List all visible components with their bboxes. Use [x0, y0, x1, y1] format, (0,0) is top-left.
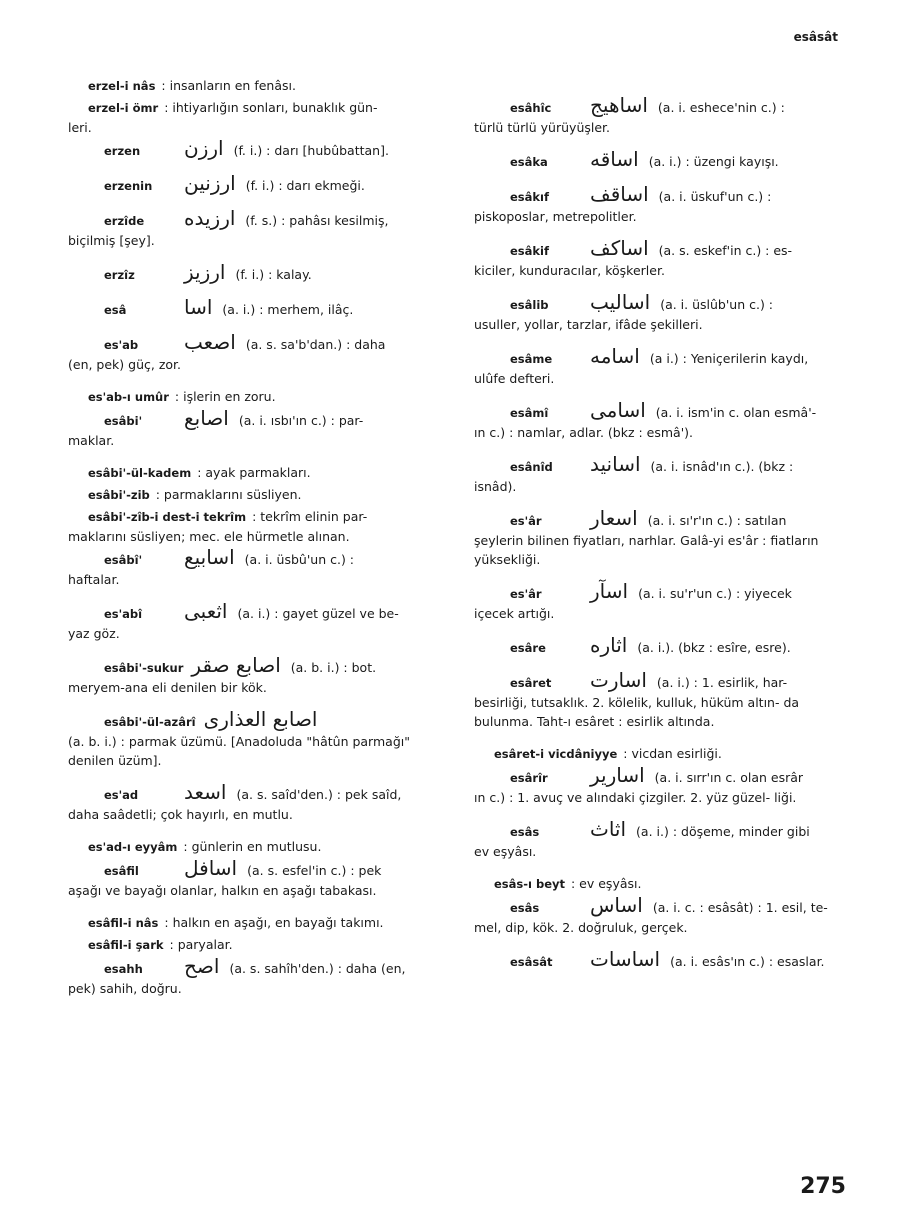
definition: (f. s.) : pahâsı kesilmiş,	[245, 213, 389, 228]
definition: (a. i. isnâd'ın c.). (bkz :	[650, 459, 794, 474]
definition: (a. s. eskef'in c.) : es-	[658, 243, 793, 258]
definition-continuation: (a. b. i.) : parmak üzümü. [Anadoluda "hâtûn parmağı" denilen üzüm].	[68, 734, 410, 768]
dictionary-entry	[68, 856, 446, 900]
dictionary-entry	[68, 406, 446, 450]
entry-head-line	[68, 387, 446, 407]
headword: esâs	[510, 901, 540, 915]
definition: : tekrîm elinin par-	[252, 509, 368, 524]
definition: (a. i.) : gayet güzel ve be-	[237, 606, 399, 621]
entry-head-line	[474, 893, 852, 918]
arabic-script: اسافل	[184, 856, 238, 880]
headword: esâkıf	[510, 190, 549, 204]
definition: : ihtiyarlığın sonları, bunaklık gün-	[164, 100, 378, 115]
definition-continuation: aşağı ve bayağı olanlar, halkın en aşağı tabakası.	[68, 883, 377, 898]
definition: (a. i.). (bkz : esîre, esre).	[637, 640, 791, 655]
definition-continuation: biçilmiş [şey].	[68, 233, 155, 248]
arabic-script: اصابع صقر	[191, 653, 281, 677]
entry-head-line	[68, 707, 446, 732]
headword: es'abî	[104, 607, 143, 621]
definition-continuation: ın c.) : 1. avuç ve alındaki çizgiler. 2. yüz güzel- liği.	[474, 790, 797, 805]
headword: erzel-i ömr	[88, 101, 159, 115]
dictionary-entry	[474, 744, 852, 764]
definition: : paryalar.	[169, 937, 233, 952]
definition: (a. i.) : merhem, ilâç.	[222, 302, 354, 317]
dictionary-entry	[474, 893, 852, 937]
dictionary-entry	[474, 344, 852, 388]
dictionary-entry	[474, 182, 852, 226]
definition: (a. i. ism'in c. olan esmâ'-	[655, 405, 817, 420]
entry-head-line	[68, 935, 446, 955]
definition: (a. i.) : döşeme, minder gibi	[636, 824, 810, 839]
arabic-script: اسامه	[590, 344, 640, 368]
entry-head-line	[474, 147, 852, 172]
definition-continuation: usuller, yollar, tarzlar, ifâde şekilleri.	[474, 317, 703, 332]
entry-head-line	[474, 633, 852, 658]
headword: es'ad	[104, 788, 139, 802]
dictionary-entry	[474, 93, 852, 137]
definition-continuation: piskoposlar, metrepolitler.	[474, 209, 637, 224]
dictionary-entry	[68, 954, 446, 998]
arabic-script: ارزيز	[184, 260, 226, 284]
headword: erzen	[104, 144, 141, 158]
definition: (a. i.) : üzengi kayışı.	[648, 154, 779, 169]
arabic-script: اثاث	[590, 817, 627, 841]
dictionary-entry	[68, 599, 446, 643]
dictionary-entry	[474, 236, 852, 280]
arabic-script: اساقه	[590, 147, 639, 171]
dictionary-entry	[68, 171, 446, 196]
entry-head-line	[474, 744, 852, 764]
headword: esâsât	[510, 955, 553, 969]
headword: es'ad-ı eyyâm	[88, 840, 178, 854]
definition: (f. i.) : kalay.	[235, 267, 312, 282]
dictionary-entry	[68, 463, 446, 483]
entry-head-line	[474, 668, 852, 693]
entry-head-line	[68, 913, 446, 933]
definition: (a. i. eshece'nin c.) :	[657, 100, 785, 115]
definition: (f. i.) : darı [hubûbattan].	[233, 143, 389, 158]
dictionary-entry	[68, 913, 446, 933]
page-number: 275	[800, 1174, 846, 1199]
headword: esahh	[104, 962, 143, 976]
definition: : insanların en fenâsı.	[161, 78, 296, 93]
dictionary-entry	[68, 260, 446, 285]
definition: (a. s. sahîh'den.) : daha (en,	[229, 961, 406, 976]
dictionary-entry	[68, 387, 446, 407]
dictionary-entry	[68, 136, 446, 161]
headword: esâret	[510, 676, 552, 690]
headword: esâbi'-sukur	[104, 661, 184, 675]
entry-head-line	[68, 171, 446, 196]
entry-head-line	[68, 653, 446, 678]
headword: esâret-i vicdâniyye	[494, 747, 618, 761]
definition: (a. i.) : 1. esirlik, har-	[656, 675, 788, 690]
arabic-script: اسارير	[590, 763, 645, 787]
dictionary-entry	[474, 579, 852, 623]
definition: (f. i.) : darı ekmeği.	[245, 178, 365, 193]
arabic-script: اثاره	[590, 633, 628, 657]
dictionary-entry	[68, 545, 446, 589]
dictionary-entry	[474, 668, 852, 731]
arabic-script: اسارت	[590, 668, 647, 692]
headword: esâ	[104, 303, 127, 317]
entry-head-line	[68, 98, 446, 118]
entry-head-line	[68, 599, 446, 624]
definition: (a. i. üslûb'un c.) :	[660, 297, 774, 312]
entry-head-line	[474, 398, 852, 423]
entry-head-line	[474, 506, 852, 531]
definition: (a. i. c. : esâsât) : 1. esil, te-	[652, 900, 828, 915]
entry-head-line	[68, 485, 446, 505]
entry-head-line	[68, 260, 446, 285]
definition: : halkın en aşağı, en bayağı takımı.	[164, 915, 384, 930]
right-column	[474, 93, 852, 985]
headword: erzîz	[104, 268, 135, 282]
definition-continuation: (en, pek) güç, zor.	[68, 357, 182, 372]
headword: esâbi'-zîb-i dest-i tekrîm	[88, 510, 247, 524]
arabic-script: اساهيج	[590, 93, 648, 117]
definition-continuation: pek) sahih, doğru.	[68, 981, 182, 996]
arabic-script: اسا	[184, 295, 213, 319]
headword: esâfil	[104, 864, 139, 878]
entry-head-line	[474, 452, 852, 477]
headword: erzel-i nâs	[88, 79, 156, 93]
definition: : işlerin en zoru.	[174, 389, 276, 404]
entry-head-line	[474, 93, 852, 118]
definition-continuation: ın c.) : namlar, adlar. (bkz : esmâ').	[474, 425, 693, 440]
definition-continuation: içecek artığı.	[474, 606, 555, 621]
definition: (a. i. üsbû'un c.) :	[244, 552, 355, 567]
running-head: esâsât	[793, 30, 838, 44]
entry-head-line	[68, 406, 446, 431]
entry-head-line	[68, 507, 446, 527]
definition: : günlerin en mutlusu.	[183, 839, 322, 854]
definition-continuation: haftalar.	[68, 572, 120, 587]
dictionary-entry	[474, 506, 852, 569]
arabic-script: اصعب	[184, 330, 236, 354]
entry-head-line	[68, 954, 446, 979]
definition: (a. s. esfel'in c.) : pek	[247, 863, 382, 878]
entry-head-line	[68, 837, 446, 857]
arabic-script: اصح	[184, 954, 220, 978]
definition-continuation: isnâd).	[474, 479, 517, 494]
entry-head-line	[68, 136, 446, 161]
definition-continuation: türlü türlü yürüyüşler.	[474, 120, 611, 135]
entry-head-line	[68, 463, 446, 483]
entry-head-line	[68, 780, 446, 805]
definition-continuation: leri.	[68, 120, 92, 135]
arabic-script: اصابع	[184, 406, 229, 430]
left-column	[68, 76, 446, 1011]
headword: esâlib	[510, 298, 549, 312]
headword: esârîr	[510, 771, 548, 785]
definition: (a. i. su'r'un c.) : yiyecek	[638, 586, 792, 601]
dictionary-entry	[68, 653, 446, 697]
headword: es'ab-ı umûr	[88, 390, 169, 404]
entry-head-line	[68, 206, 446, 231]
arabic-script: اسامى	[590, 398, 646, 422]
arabic-script: ارزنين	[184, 171, 236, 195]
headword: esâre	[510, 641, 546, 655]
definition-continuation: meryem-ana eli denilen bir kök.	[68, 680, 267, 695]
dictionary-entry	[68, 837, 446, 857]
arabic-script: اساليب	[590, 290, 651, 314]
definition: (a. i. esâs'ın c.) : esaslar.	[670, 954, 825, 969]
dictionary-entry	[68, 485, 446, 505]
dictionary-entry	[474, 147, 852, 172]
dictionary-entry	[68, 935, 446, 955]
dictionary-entry	[474, 398, 852, 442]
headword: es'ab	[104, 338, 139, 352]
arabic-script: اسعار	[590, 506, 638, 530]
definition-continuation: besirliği, tutsaklık. 2. kölelik, kulluk, hüküm altın- da bulunma. Taht-ı esâret : esirlik altında.	[474, 695, 800, 729]
entry-head-line	[68, 295, 446, 320]
entry-head-line	[68, 545, 446, 570]
dictionary-entry	[474, 874, 852, 894]
arabic-script: اسانيد	[590, 452, 641, 476]
definition: (a. b. i.) : bot.	[290, 660, 377, 675]
definition: : vicdan esirliği.	[623, 746, 722, 761]
entry-head-line	[474, 344, 852, 369]
definition: (a. i. ısbı'ın c.) : par-	[238, 413, 364, 428]
dictionary-entry	[68, 76, 446, 96]
headword: esâbi'-ül-kadem	[88, 466, 192, 480]
entry-head-line	[474, 874, 852, 894]
dictionary-entry	[68, 780, 446, 824]
definition-continuation: yaz göz.	[68, 626, 120, 641]
headword: esâbi'	[104, 414, 143, 428]
dictionary-entry	[474, 452, 852, 496]
definition-continuation: kiciler, kunduracılar, köşkerler.	[474, 263, 665, 278]
headword: erzenin	[104, 179, 153, 193]
headword: esâs	[510, 825, 540, 839]
definition: (a. i. sı'r'ın c.) : satılan	[647, 513, 787, 528]
headword: esâmî	[510, 406, 549, 420]
dictionary-entry	[474, 817, 852, 861]
definition: : ev eşyâsı.	[571, 876, 642, 891]
arabic-script: اساسات	[590, 947, 661, 971]
arabic-script: اساقف	[590, 182, 649, 206]
entry-head-line	[474, 817, 852, 842]
arabic-script: اسعد	[184, 780, 227, 804]
definition: (a i.) : Yeniçerilerin kaydı,	[649, 351, 809, 366]
headword: esâbî'	[104, 553, 143, 567]
entry-head-line	[68, 76, 446, 96]
arabic-script: اساس	[590, 893, 643, 917]
dictionary-entry	[68, 98, 446, 137]
definition-continuation: ev eşyâsı.	[474, 844, 537, 859]
entry-head-line	[474, 763, 852, 788]
arabic-script: ارزن	[184, 136, 224, 160]
dictionary-entry	[68, 707, 446, 770]
headword: es'âr	[510, 514, 542, 528]
dictionary-entry	[68, 206, 446, 250]
definition-continuation: ulûfe defteri.	[474, 371, 555, 386]
definition-continuation: daha saâdetli; çok hayırlı, en mutlu.	[68, 807, 293, 822]
entry-head-line	[474, 290, 852, 315]
arabic-script: اسابيع	[184, 545, 235, 569]
headword: esâbi'-ül-azârî	[104, 715, 196, 729]
headword: esâhîc	[510, 101, 552, 115]
arabic-script: اصابع العذارى	[203, 707, 318, 731]
headword: esâfil-i nâs	[88, 916, 159, 930]
definition: (a. s. sa'b'dan.) : daha	[245, 337, 386, 352]
headword: esâs-ı beyt	[494, 877, 565, 891]
headword: esâbi'-zib	[88, 488, 150, 502]
arabic-script: ارزيده	[184, 206, 236, 230]
dictionary-entry	[474, 763, 852, 807]
headword: esâme	[510, 352, 553, 366]
headword: esâkif	[510, 244, 549, 258]
definition: : parmaklarını süsliyen.	[155, 487, 302, 502]
definition-continuation: şeylerin bilinen fiyatları, narhlar. Galâ-yi es'âr : fiatların yüksekliği.	[474, 533, 819, 567]
entry-head-line	[474, 947, 852, 972]
arabic-script: اثعبى	[184, 599, 228, 623]
headword: esâka	[510, 155, 548, 169]
definition: : ayak parmakları.	[197, 465, 311, 480]
definition: (a. i. üskuf'un c.) :	[658, 189, 772, 204]
dictionary-entry	[68, 295, 446, 320]
headword: esânîd	[510, 460, 553, 474]
dictionary-entry	[474, 947, 852, 972]
definition: (a. s. saîd'den.) : pek saîd,	[236, 787, 402, 802]
entry-head-line	[68, 330, 446, 355]
arabic-script: اساكف	[590, 236, 649, 260]
headword: esâfil-i şark	[88, 938, 164, 952]
entry-head-line	[474, 182, 852, 207]
dictionary-entry	[474, 290, 852, 334]
dictionary-entry	[68, 507, 446, 546]
definition-continuation: maklarını süsliyen; mec. ele hürmetle alınan.	[68, 529, 350, 544]
entry-head-line	[474, 579, 852, 604]
dictionary-entry	[474, 633, 852, 658]
definition-continuation: maklar.	[68, 433, 115, 448]
entry-head-line	[68, 856, 446, 881]
entry-head-line	[474, 236, 852, 261]
arabic-script: اسآر	[590, 579, 629, 603]
definition-continuation: mel, dip, kök. 2. doğruluk, gerçek.	[474, 920, 688, 935]
dictionary-entry	[68, 330, 446, 374]
headword: erzîde	[104, 214, 145, 228]
definition: (a. i. sırr'ın c. olan esrâr	[654, 770, 804, 785]
headword: es'âr	[510, 587, 542, 601]
